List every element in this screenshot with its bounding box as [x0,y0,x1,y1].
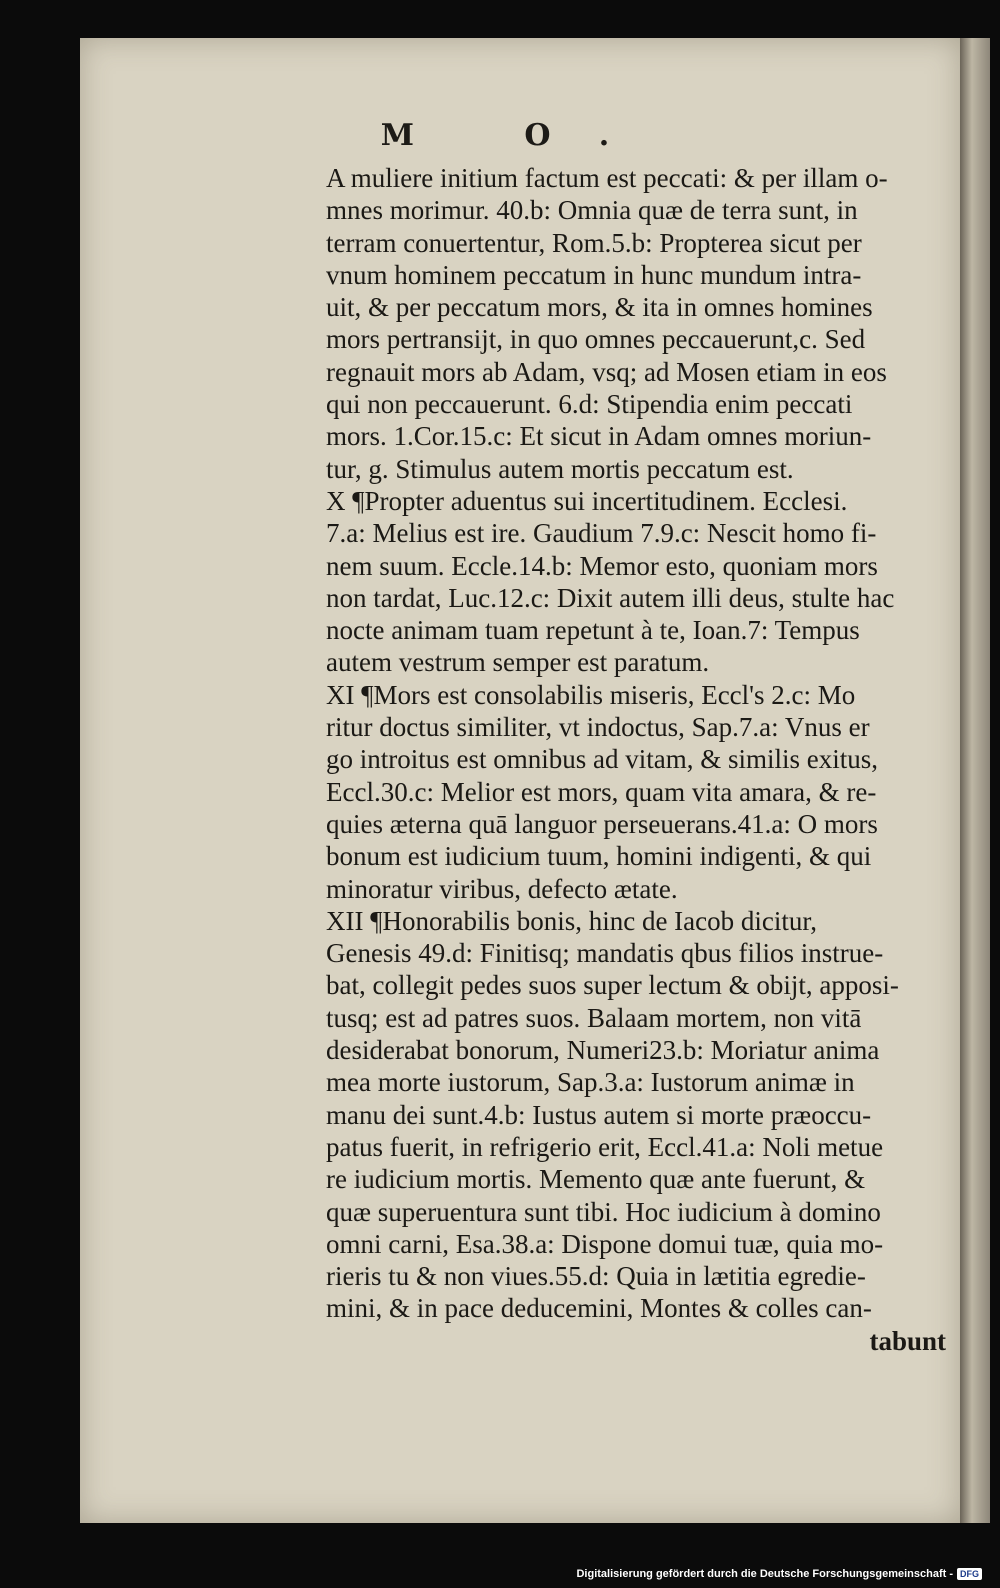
text-line: non tardat, Luc.12.c: Dixit autem illi deus, stulte hac [326,582,895,613]
text-line: manu dei sunt.4.b: Iustus autem si morte præoccu- [326,1099,872,1130]
text-line: tur, g. Stimulus autem mortis peccatum est. [326,453,794,484]
text-line: uit, & per peccatum mors, & ita in omnes homines [326,292,873,323]
text-line: mea morte iustorum, Sap.3.a: Iustorum animæ in [326,1067,855,1098]
text-line: patus fuerit, in refrigerio erit, Eccl.41.a: Noli metue [326,1131,884,1162]
text-line: re iudicium mortis. Memento quæ ante fuerunt, & [326,1164,866,1195]
footer-credit [576,1564,982,1584]
text-line: Eccl.30.c: Melior est mors, quam vita amara, & re- [326,776,877,807]
page-header: M O. [380,118,660,153]
text-line: go introitus est omnibus ad vitam, & similis exitus, [326,744,878,775]
text-line: omni carni, Esa.38.a: Dispone domui tuæ, quia mo- [326,1228,884,1259]
text-line: X ¶Propter aduentus sui incertitudinem. Ecclesi. [326,485,848,516]
text-line: desiderabat bonorum, Numeri23.b: Moriatur anima [326,1035,880,1066]
text-line: mors. 1.Cor.15.c: Et sicut in Adam omnes moriun- [326,421,872,452]
text-line: bonum est iudicium tuum, homini indigenti, & qui [326,841,872,872]
text-line: nocte animam tuam repetunt à te, Ioan.7: Tempus [326,615,860,646]
text-line: mini, & in pace deducemini, Montes & colles can- [326,1293,872,1324]
text-line: quies æterna quā languor perseuerans.41.a: O mors [326,808,878,839]
text-line: mnes morimur. 40.b: Omnia quæ de terra sunt, in [326,195,858,226]
text-line: quæ superuentura sunt tibi. Hoc iudicium à domino [326,1196,881,1227]
text-line: XI ¶Mors est consolabilis miseris, Eccl's 2.c: Mo [326,679,856,710]
body-text [326,162,946,1357]
text-line: XII ¶Honorabilis bonis, hinc de Iacob dicitur, [326,905,818,936]
text-line: vnum hominem peccatum in hunc mundum intra- [326,259,862,290]
text-line: tusq; est ad patres suos. Balaam mortem, non vitā [326,1002,862,1033]
book-gutter [960,38,990,1523]
text-line: autem vestrum semper est paratum. [326,647,710,678]
text-line: 7.a: Melius est ire. Gaudium 7.9.c: Nescit homo fi- [326,518,877,549]
text-line: minoratur viribus, defecto ætate. [326,873,678,904]
text-line: nem suum. Eccle.14.b: Memor esto, quoniam mors [326,550,878,581]
text-line: bat, collegit pedes suos super lectum & obijt, apposi- [326,970,899,1001]
catchword: tabunt [869,1325,946,1356]
text-line: A muliere initium factum est peccati: & per illam o- [326,163,888,193]
footer-text: Digitalisierung gefördert durch die Deutsche Forschungsgemeinschaft - [576,1568,953,1580]
book-page [80,38,960,1523]
text-line: qui non peccauerunt. 6.d: Stipendia enim peccati [326,389,853,420]
text-line: regnauit mors ab Adam, vsq; ad Mosen etiam in eos [326,356,887,387]
text-line: mors pertransijt, in quo omnes peccauerunt,c. Sed [326,324,866,355]
text-line: rieris tu & non viues.55.d: Quia in lætitia egredie- [326,1261,866,1292]
text-line: terram conuertentur, Rom.5.b: Propterea sicut per [326,227,862,258]
dfg-logo-icon: DFG [957,1568,982,1580]
text-line: ritur doctus similiter, vt indoctus, Sap.7.a: Vnus er [326,712,870,743]
text-line: Genesis 49.d: Finitisq; mandatis qbus filios instrue- [326,938,884,969]
